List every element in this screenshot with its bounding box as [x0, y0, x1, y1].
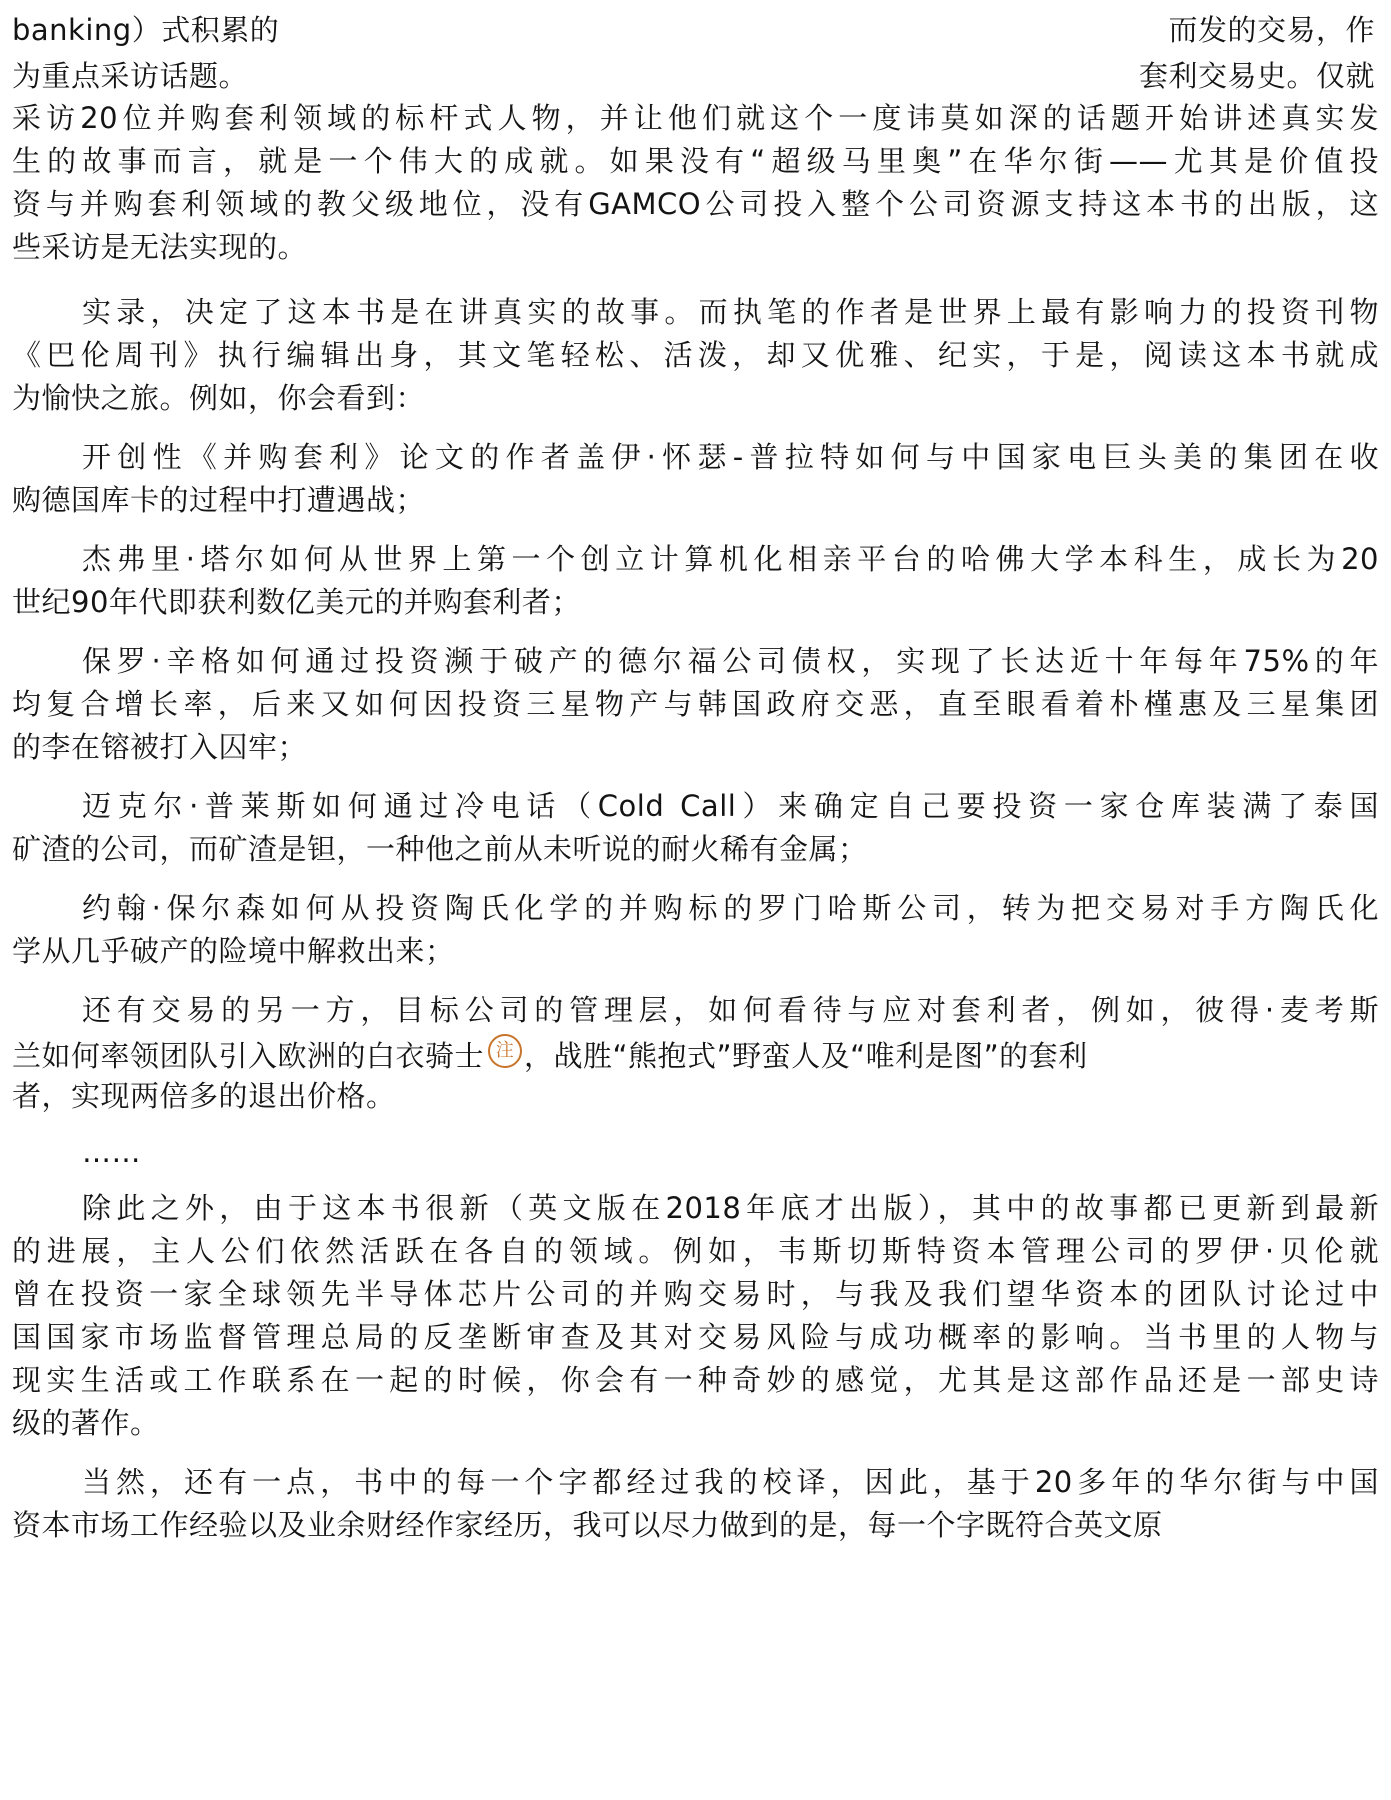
paragraph-line: 除此之外，由于这本书很新（英文版在2018年底才出版），其中的故事都已更新到最新 [82, 1191, 1379, 1225]
paragraph-line: 实录，决定了这本书是在讲真实的故事。而执笔的作者是世界上最有影响力的投资刊物 [82, 295, 1379, 329]
text-line-1 [12, 11, 1379, 49]
paragraph-line: 为愉快之旅。例如，你会看到： [12, 381, 426, 415]
text-line-2-left: 为重点采访话题。 [12, 59, 249, 93]
paragraph-line: 国国家市场监督管理总局的反垄断审查及其对交易风险与成功概率的影响。当书里的人物与 [12, 1320, 1379, 1354]
paragraph-line: 级的著作。 [12, 1406, 160, 1440]
paragraph-line: 杰弗里·塔尔如何从世界上第一个创立计算机化相亲平台的哈佛大学本科生，成长为20 [82, 542, 1379, 576]
paragraph-line: 购德国库卡的过程中打遭遇战； [12, 483, 426, 517]
paragraph-line: 些采访是无法实现的。 [12, 230, 308, 264]
text-line-1-left: banking）式积累的 [12, 13, 280, 47]
paragraph-line: 迈克尔·普莱斯如何通过冷电话（Cold Call）来确定自己要投资一家仓库装满了泰国 [82, 789, 1379, 823]
paragraph-line: 约翰·保尔森如何从投资陶氏化学的并购标的罗门哈斯公司，转为把交易对手方陶氏化 [82, 891, 1379, 925]
footnote-marker-icon[interactable]: 注 [488, 1034, 522, 1068]
note-line-after: ，战胜“熊抱式”野蛮人及“唯利是图”的套利 [524, 1039, 1088, 1073]
text-line-2-right: 套利交易史。仅就 [1138, 59, 1375, 93]
paragraph-line: 矿渣的公司，而矿渣是钽，一种他之前从未听说的耐火稀有金属； [12, 832, 868, 866]
paragraph-line-with-note [12, 1034, 1379, 1072]
paragraph-line: 均复合增长率，后来又如何因投资三星物产与韩国政府交恶，直至眼看着朴槿惠及三星集团 [12, 687, 1379, 721]
paragraph-line: 的进展，主人公们依然活跃在各自的领域。例如，韦斯切斯特资本管理公司的罗伊·贝伦就 [12, 1234, 1379, 1268]
paragraph-line: 现实生活或工作联系在一起的时候，你会有一种奇妙的感觉，尤其是这部作品还是一部史诗 [12, 1363, 1379, 1397]
paragraph-line: 采访20位并购套利领域的标杆式人物，并让他们就这个一度讳莫如深的话题开始讲述真实发 [12, 101, 1379, 135]
ellipsis-line: …… [82, 1135, 141, 1169]
text-line-1-right: 而发的交易，作 [1168, 13, 1375, 47]
paragraph-line: 资本市场工作经验以及业余财经作家经历，我可以尽力做到的是，每一个字既符合英文原 [12, 1508, 1163, 1542]
paragraph-line: 当然，还有一点，书中的每一个字都经过我的校译，因此，基于20多年的华尔街与中国 [82, 1465, 1379, 1499]
paragraph-line: 者，实现两倍多的退出价格。 [12, 1079, 396, 1113]
paragraph-line: 曾在投资一家全球领先半导体芯片公司的并购交易时，与我及我们望华资本的团队讨论过中 [12, 1277, 1379, 1311]
paragraph-line: 学从几乎破产的险境中解救出来； [12, 934, 455, 968]
paragraph-line: 还有交易的另一方，目标公司的管理层，如何看待与应对套利者，例如，彼得·麦考斯 [82, 993, 1379, 1027]
paragraph-line: 世纪90年代即获利数亿美元的并购套利者； [12, 585, 581, 619]
note-line-before: 兰如何率领团队引入欧洲的白衣骑士 [12, 1039, 485, 1073]
paragraph-line: 资与并购套利领域的教父级地位，没有GAMCO公司投入整个公司资源支持这本书的出版，这 [12, 187, 1379, 221]
paragraph-line: 《巴伦周刊》执行编辑出身，其文笔轻松、活泼，却又优雅、纪实，于是，阅读这本书就成 [12, 338, 1379, 372]
paragraph-line: 保罗·辛格如何通过投资濒于破产的德尔福公司债权，实现了长达近十年每年75%的年 [82, 644, 1379, 678]
text-line-2 [12, 57, 1379, 95]
paragraph-line: 生的故事而言，就是一个伟大的成就。如果没有“超级马里奥”在华尔街——尤其是价值投 [12, 144, 1379, 178]
paragraph-line: 开创性《并购套利》论文的作者盖伊·怀瑟-普拉特如何与中国家电巨头美的集团在收 [82, 440, 1379, 474]
paragraph-line: 的李在镕被打入囚牢； [12, 730, 308, 764]
